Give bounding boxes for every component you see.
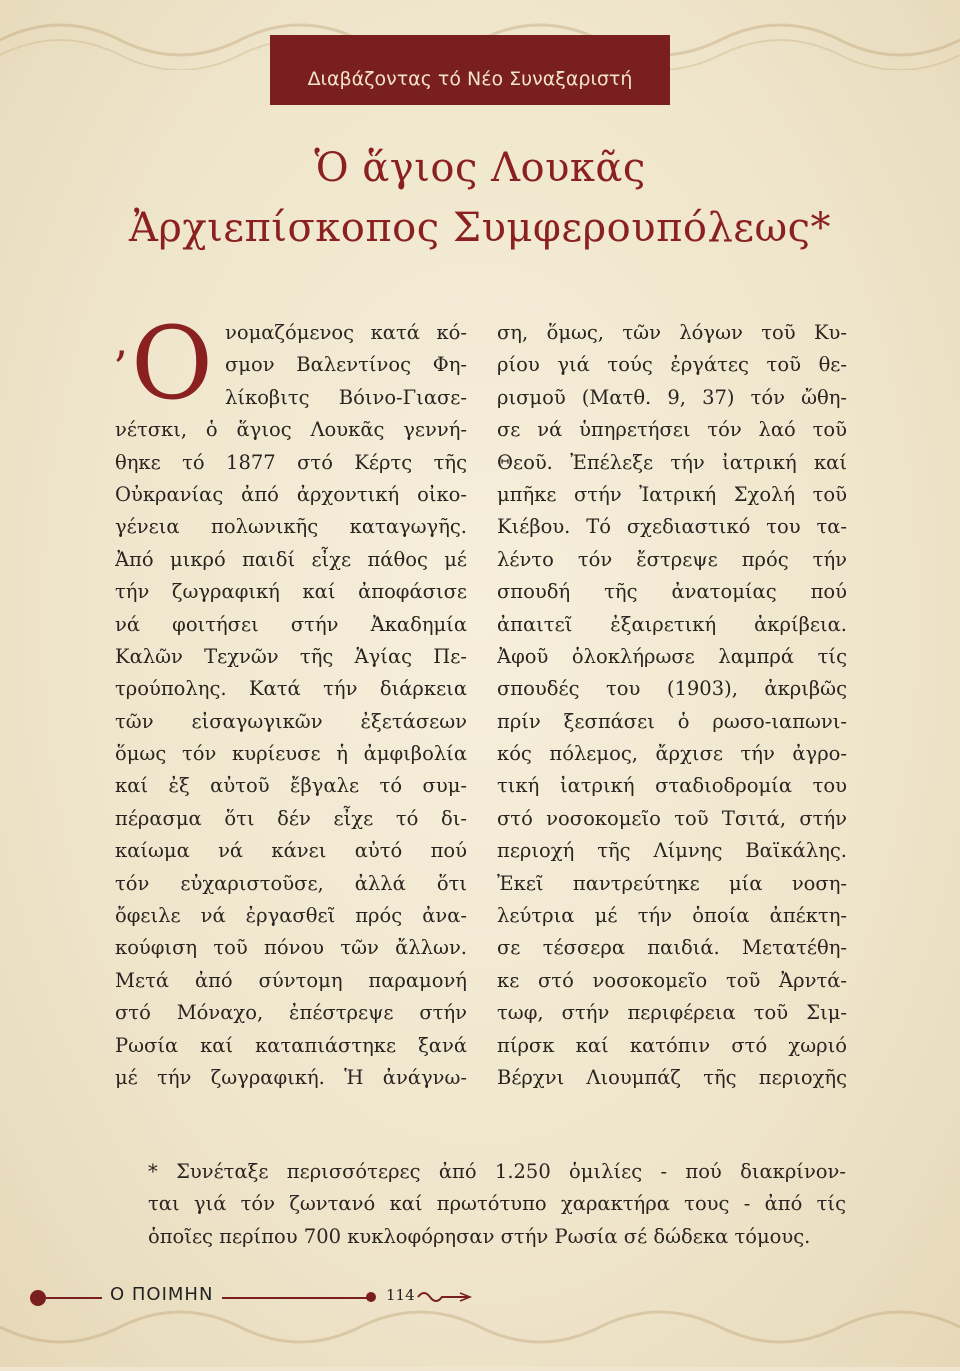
text-line: κε στό νοσοκομεῖο τοῦ Ἀρντά- (497, 968, 847, 992)
footer-dot-icon (366, 1292, 376, 1302)
footnote-line: ται γιά τόν ζωντανό καί πρωτότυπο χαρακτήρα τους - ἀπό τίς (148, 1192, 846, 1216)
text-line: μπῆκε στήν Ἰατρική Σχολή τοῦ (497, 482, 847, 506)
text-line: στό Μόναχο, ἐπέστρεψε στήν (115, 1001, 467, 1025)
text-line: Ἀπό μικρό παιδί εἶχε πάθος μέ (115, 547, 467, 571)
footer-dot-icon (30, 1290, 46, 1306)
text-line: στό νοσοκομεῖο τοῦ Τσιτά, στήν (497, 806, 847, 830)
text-line: καί ἐξ αὐτοῦ ἔβγαλε τό συμ- (115, 774, 467, 798)
text-line: ρισμοῦ (Ματθ. 9, 37) τόν ὤθη- (497, 385, 847, 409)
page-number: 114 (386, 1286, 415, 1304)
section-banner (270, 35, 670, 105)
drop-cap-breathing-mark: ’ (113, 341, 128, 395)
footnote (148, 1156, 846, 1253)
text-line: σε νά ὑπηρετήσει τόν λαό τοῦ (497, 418, 847, 442)
text-line: πέρασμα ὅτι δέν εἶχε τό δι- (115, 806, 467, 830)
footnote-line: * Συνέταξε περισσότερες ἀπό 1.250 ὁμιλίες - πού διακρίνον- (148, 1160, 846, 1183)
text-line: τήν ζωγραφική καί ἀποφάσισε (115, 580, 467, 604)
text-line: καίωμα νά κάνει αὐτό πού (115, 839, 467, 863)
text-line: πρίν ξεσπάσει ὁ ρωσο-ιαπωνι- (497, 709, 847, 733)
text-line: Ἐκεῖ παντρεύτηκε μία νοση- (497, 871, 847, 895)
right-text-column (497, 317, 847, 1094)
text-line: τική ἰατρική σταδιοδρομία του (497, 774, 847, 798)
text-line: ρίου γιά τούς ἐργάτες τοῦ θε- (497, 353, 847, 377)
text-line: σμον Βαλεντίνος Φη- (225, 353, 467, 377)
article-title-line-1: Ὁ ἅγιος Λουκᾶς (314, 145, 646, 191)
text-line: λεύτρια μέ τήν ὁποία ἀπέκτη- (497, 904, 847, 928)
page-footer (30, 1282, 450, 1312)
text-line: ἀπαιτεῖ ἐξαιρετική ἀκρίβεια. (497, 612, 847, 636)
section-banner-text: Διαβάζοντας τό Νέο Συναξαριστή (307, 68, 633, 90)
text-line: σε τέσσερα παιδιά. Μετατέθη- (497, 936, 847, 960)
article-title-line-2: Ἀρχιεπίσκοπος Συμφερουπόλεως* (128, 205, 832, 251)
text-line: τόν εὐχαριστοῦσε, ἀλλά ὅτι (115, 871, 467, 895)
text-line: νέτσκι, ὁ ἅγιος Λουκᾶς γεννή- (115, 418, 467, 442)
text-line: περιοχή τῆς Λίμνης Βαϊκάλης. (497, 839, 847, 863)
text-line: Καλῶν Τεχνῶν τῆς Ἁγίας Πε- (115, 644, 467, 668)
text-line: λέντο τόν ἔστρεψε πρός τήν (497, 547, 847, 571)
text-line: Μετά ἀπό σύντομη παραμονή (115, 968, 467, 992)
text-line: θηκε τό 1877 στό Κέρτς τῆς (115, 450, 467, 474)
text-line: τρούπολης. Κατά τήν διάρκεια (115, 677, 467, 701)
flourish-icon (416, 1288, 472, 1306)
text-line: γένεια πολωνικῆς καταγωγῆς. (115, 515, 467, 539)
text-line: ὅμως τόν κυρίευσε ἡ ἀμφιβολία (115, 742, 467, 766)
text-line: κούφιση τοῦ πόνου τῶν ἄλλων. (115, 936, 467, 960)
text-line: ση, ὅμως, τῶν λόγων τοῦ Κυ- (497, 321, 847, 344)
text-line: νομαζόμενος κατά κό- (225, 321, 467, 344)
text-line: τῶν εἰσαγωγικῶν ἐξετάσεων (115, 709, 467, 733)
drop-cap-letter: Ο (131, 305, 213, 422)
text-line: Οὐκρανίας ἀπό ἀρχοντική οἰκο- (115, 482, 467, 506)
text-line: Βέρχνι Λιουμπάζ τῆς περιοχῆς (497, 1065, 847, 1089)
text-line: Θεοῦ. Ἐπέλεξε τήν ἰατρική καί (497, 450, 847, 474)
magazine-name: Ο ΠΟΙΜΗΝ (110, 1284, 214, 1305)
footer-rule (222, 1297, 370, 1299)
text-line: Ρωσία καί καταπιάστηκε ξανά (115, 1033, 467, 1057)
text-line: τωφ, στήν περιφέρεια τοῦ Σιμ- (497, 1001, 847, 1025)
text-line: κός πόλεμος, ἄρχισε τήν ἀγρο- (497, 742, 847, 766)
text-line: ὄφειλε νά ἐργασθεῖ πρός ἀνα- (115, 904, 467, 928)
footer-rule (46, 1297, 102, 1299)
footnote-line: ὁποῖες περίπου 700 κυκλοφόρησαν στήν Ρωσία σέ δώδεκα τόμους. (148, 1224, 811, 1248)
text-line: πίρσκ καί κατόπιν στό χωριό (497, 1033, 847, 1057)
text-line: σπουδές του (1903), ἀκριβῶς (497, 677, 847, 701)
text-line: Ἀφοῦ ὁλοκλήρωσε λαμπρά τίς (497, 644, 847, 668)
text-line: Κιέβου. Τό σχεδιαστικό του τα- (497, 515, 847, 539)
text-line: λίκοβιτς Βόινο-Γιασε- (225, 385, 467, 409)
left-text-column (115, 317, 467, 1094)
text-line: σπουδή τῆς ἀνατομίας πού (497, 580, 847, 604)
text-line: νά φοιτήσει στήν Ἀκαδημία (115, 612, 467, 636)
text-line: μέ τήν ζωγραφική. Ἡ ἀνάγνω- (115, 1065, 467, 1089)
